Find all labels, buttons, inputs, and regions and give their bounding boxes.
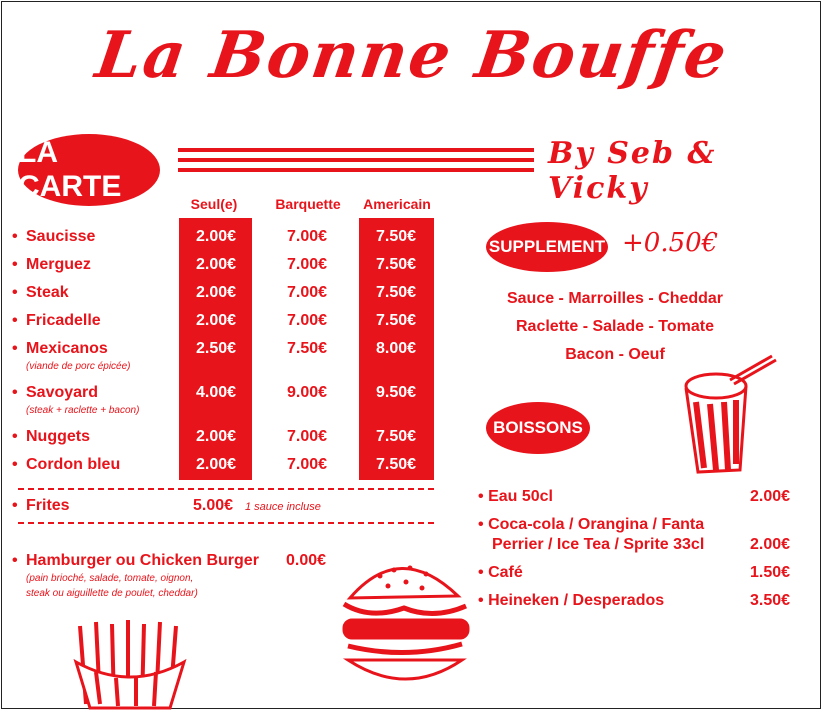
dashed-divider bbox=[18, 488, 434, 490]
supplement-options: Sauce - Marroilles - Cheddar bbox=[506, 290, 724, 307]
drink-price: 3.50€ bbox=[750, 592, 791, 609]
item-name: Merguez bbox=[26, 256, 91, 273]
price-barquette: 7.00€ bbox=[286, 312, 328, 329]
boissons-label: BOISSONS bbox=[493, 418, 583, 437]
price-seul: 2.00€ bbox=[195, 256, 237, 273]
frites-price: 5.00€ bbox=[193, 497, 234, 514]
dashed-divider bbox=[18, 522, 434, 524]
supplement-price: +0.50€ bbox=[622, 228, 719, 258]
price-barquette: 7.00€ bbox=[286, 256, 328, 273]
supplement-badge bbox=[486, 222, 608, 272]
price-barquette: 7.00€ bbox=[286, 456, 328, 473]
drink-price: 2.00€ bbox=[750, 488, 791, 505]
column-header-seul: Seul(e) bbox=[190, 196, 238, 212]
item-name: Mexicanos bbox=[26, 340, 108, 357]
price-seul: 2.00€ bbox=[195, 428, 237, 445]
price-seul: 2.50€ bbox=[195, 340, 237, 357]
item-name: Nuggets bbox=[26, 428, 90, 445]
drink-item: • Heineken / Desperados bbox=[478, 592, 665, 609]
divider-line bbox=[178, 148, 534, 152]
carte-label: LA CARTE bbox=[18, 136, 122, 203]
item-name: Cordon bleu bbox=[26, 456, 121, 473]
item-name: Savoyard bbox=[26, 384, 99, 401]
price-americain: 7.50€ bbox=[375, 228, 417, 245]
price-barquette: 7.00€ bbox=[286, 428, 328, 445]
drink-item: • Coca-cola / Orangina / Fanta bbox=[478, 516, 705, 533]
byline: By Seb & Vicky bbox=[548, 136, 717, 206]
price-americain: 7.50€ bbox=[375, 456, 417, 473]
price-seul: 2.00€ bbox=[195, 456, 237, 473]
burger-icon bbox=[330, 548, 480, 700]
drink-item: • Café bbox=[478, 564, 523, 581]
burger-description: (pain brioché, salade, tomate, oignon, bbox=[26, 573, 194, 584]
price-barquette: 7.50€ bbox=[286, 340, 328, 357]
supplement-options: Raclette - Salade - Tomate bbox=[516, 318, 714, 335]
item-name: Hamburger ou Chicken Burger bbox=[26, 552, 259, 569]
boissons-badge bbox=[486, 402, 590, 454]
price-seul: 2.00€ bbox=[195, 228, 237, 245]
item-description: (viande de porc épicée) bbox=[26, 361, 131, 372]
price-americain: 7.50€ bbox=[375, 284, 417, 301]
item-name: Steak bbox=[26, 284, 69, 301]
price-barquette: 7.00€ bbox=[286, 284, 328, 301]
divider-line bbox=[178, 158, 534, 162]
price-seul: 2.00€ bbox=[195, 312, 237, 329]
supplement-options: Bacon - Oeuf bbox=[565, 346, 665, 363]
price-barquette: 7.00€ bbox=[286, 228, 328, 245]
price-americain: 8.00€ bbox=[375, 340, 417, 357]
restaurant-title: La Bonne Bouffe bbox=[91, 18, 733, 93]
price-americain: 7.50€ bbox=[375, 428, 417, 445]
item-name: Fricadelle bbox=[26, 312, 101, 329]
supplement-label: SUPPLEMENT bbox=[488, 237, 606, 256]
price-barquette: 9.00€ bbox=[286, 384, 328, 401]
price-americain: 9.50€ bbox=[375, 384, 417, 401]
price-seul: 2.00€ bbox=[195, 284, 237, 301]
drink-item: • Eau 50cl bbox=[478, 488, 553, 505]
drink-price: 1.50€ bbox=[750, 564, 791, 581]
divider-line bbox=[178, 168, 534, 172]
item-name: Saucisse bbox=[26, 228, 96, 245]
burger-price: 0.00€ bbox=[286, 552, 327, 569]
frites-note: 1 sauce incluse bbox=[245, 501, 321, 513]
price-americain: 7.50€ bbox=[375, 312, 417, 329]
burger-description: steak ou aiguillette de poulet, cheddar) bbox=[26, 588, 198, 599]
item-description: (steak + raclette + bacon) bbox=[26, 405, 140, 416]
carte-badge bbox=[18, 134, 160, 206]
column-header-americain: Americain bbox=[363, 196, 431, 212]
price-americain: 7.50€ bbox=[375, 256, 417, 273]
fries-icon bbox=[66, 612, 196, 712]
price-seul: 4.00€ bbox=[195, 384, 237, 401]
column-header-barquette: Barquette bbox=[275, 196, 341, 212]
item-name: Frites bbox=[26, 497, 70, 514]
drink-price: 2.00€ bbox=[750, 536, 791, 553]
drink-item-line2: Perrier / Ice Tea / Sprite 33cl bbox=[492, 536, 705, 553]
soda-cup-icon bbox=[660, 352, 780, 482]
